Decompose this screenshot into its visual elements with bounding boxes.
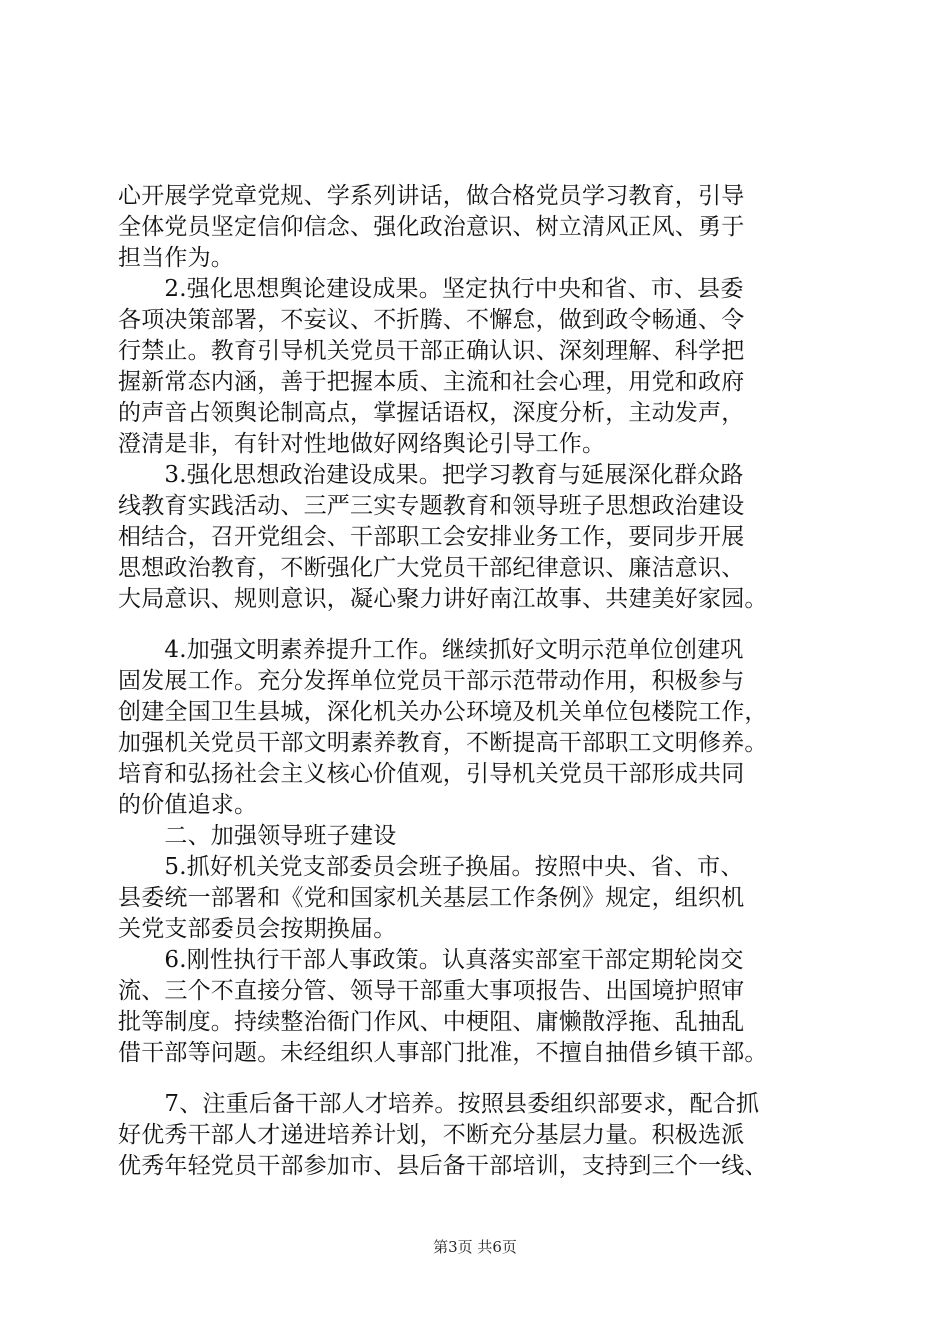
text-line: 各项决策部署，不妄议、不折腾、不懈怠，做到政令畅通、令 xyxy=(118,307,745,333)
text-line: 大局意识、规则意识，凝心聚力讲好南江故事、共建美好家园。 xyxy=(118,586,768,612)
text-line: 的声音占领舆论制高点，掌握话语权，深度分析，主动发声， xyxy=(118,400,745,426)
text-line: 7、注重后备干部人才培养。按照县委组织部要求，配合抓 xyxy=(118,1091,760,1117)
text-line: 县委统一部署和《党和国家机关基层工作条例》规定，组织机 xyxy=(118,885,745,911)
text-line: 5.抓好机关党支部委员会班子换届。按照中央、省、市、 xyxy=(118,854,744,880)
text-line: 加强机关党员干部文明素养教育，不断提高干部职工文明修养。 xyxy=(118,730,768,756)
text-line: 借干部等问题。未经组织人事部门批准，不擅自抽借乡镇干部。 xyxy=(118,1040,768,1066)
text-line: 2.强化思想舆论建设成果。坚定执行中央和省、市、县委 xyxy=(118,276,744,302)
text-line: 行禁止。教育引导机关党员干部正确认识、深刻理解、科学把 xyxy=(118,338,745,364)
text-line: 培育和弘扬社会主义核心价值观，引导机关党员干部形成共同 xyxy=(118,761,745,787)
text-line: 相结合，召开党组会、干部职工会安排业务工作，要同步开展 xyxy=(118,524,745,550)
text-line: 固发展工作。充分发挥单位党员干部示范带动作用，积极参与 xyxy=(118,668,745,694)
text-line: 担当作为。 xyxy=(118,245,234,271)
text-line: 全体党员坚定信仰信念、强化政治意识、树立清风正风、勇于 xyxy=(118,214,745,240)
text-line: 6.刚性执行干部人事政策。认真落实部室干部定期轮岗交 xyxy=(118,947,744,973)
text-line: 流、三个不直接分管、领导干部重大事项报告、出国境护照审 xyxy=(118,978,745,1004)
text-line: 线教育实践活动、三严三实专题教育和领导班子思想政治建设 xyxy=(118,493,745,519)
text-line: 心开展学党章党规、学系列讲话，做合格党员学习教育，引导 xyxy=(118,183,745,209)
text-line: 优秀年轻党员干部参加市、县后备干部培训，支持到三个一线、 xyxy=(118,1153,768,1179)
text-line: 的价值追求。 xyxy=(118,792,258,818)
page-footer: 第3页 共6页 xyxy=(433,1238,517,1256)
text-line: 创建全国卫生县城，深化机关办公环境及机关单位包楼院工作， xyxy=(118,699,768,725)
text-line: 批等制度。持续整治衙门作风、中梗阻、庸懒散浮拖、乱抽乱 xyxy=(118,1009,745,1035)
text-line: 3.强化思想政治建设成果。把学习教育与延展深化群众路 xyxy=(118,462,744,488)
text-line: 握新常态内涵，善于把握本质、主流和社会心理，用党和政府 xyxy=(118,369,745,395)
text-line: 澄清是非，有针对性地做好网络舆论引导工作。 xyxy=(118,431,606,457)
text-line: 好优秀干部人才递进培养计划，不断充分基层力量。积极选派 xyxy=(118,1122,745,1148)
text-line: 4.加强文明素养提升工作。继续抓好文明示范单位创建巩 xyxy=(118,637,744,663)
text-line: 二、加强领导班子建设 xyxy=(118,823,397,849)
text-line: 思想政治教育，不断强化广大党员干部纪律意识、廉洁意识、 xyxy=(118,555,745,581)
text-line: 关党支部委员会按期换届。 xyxy=(118,916,397,942)
